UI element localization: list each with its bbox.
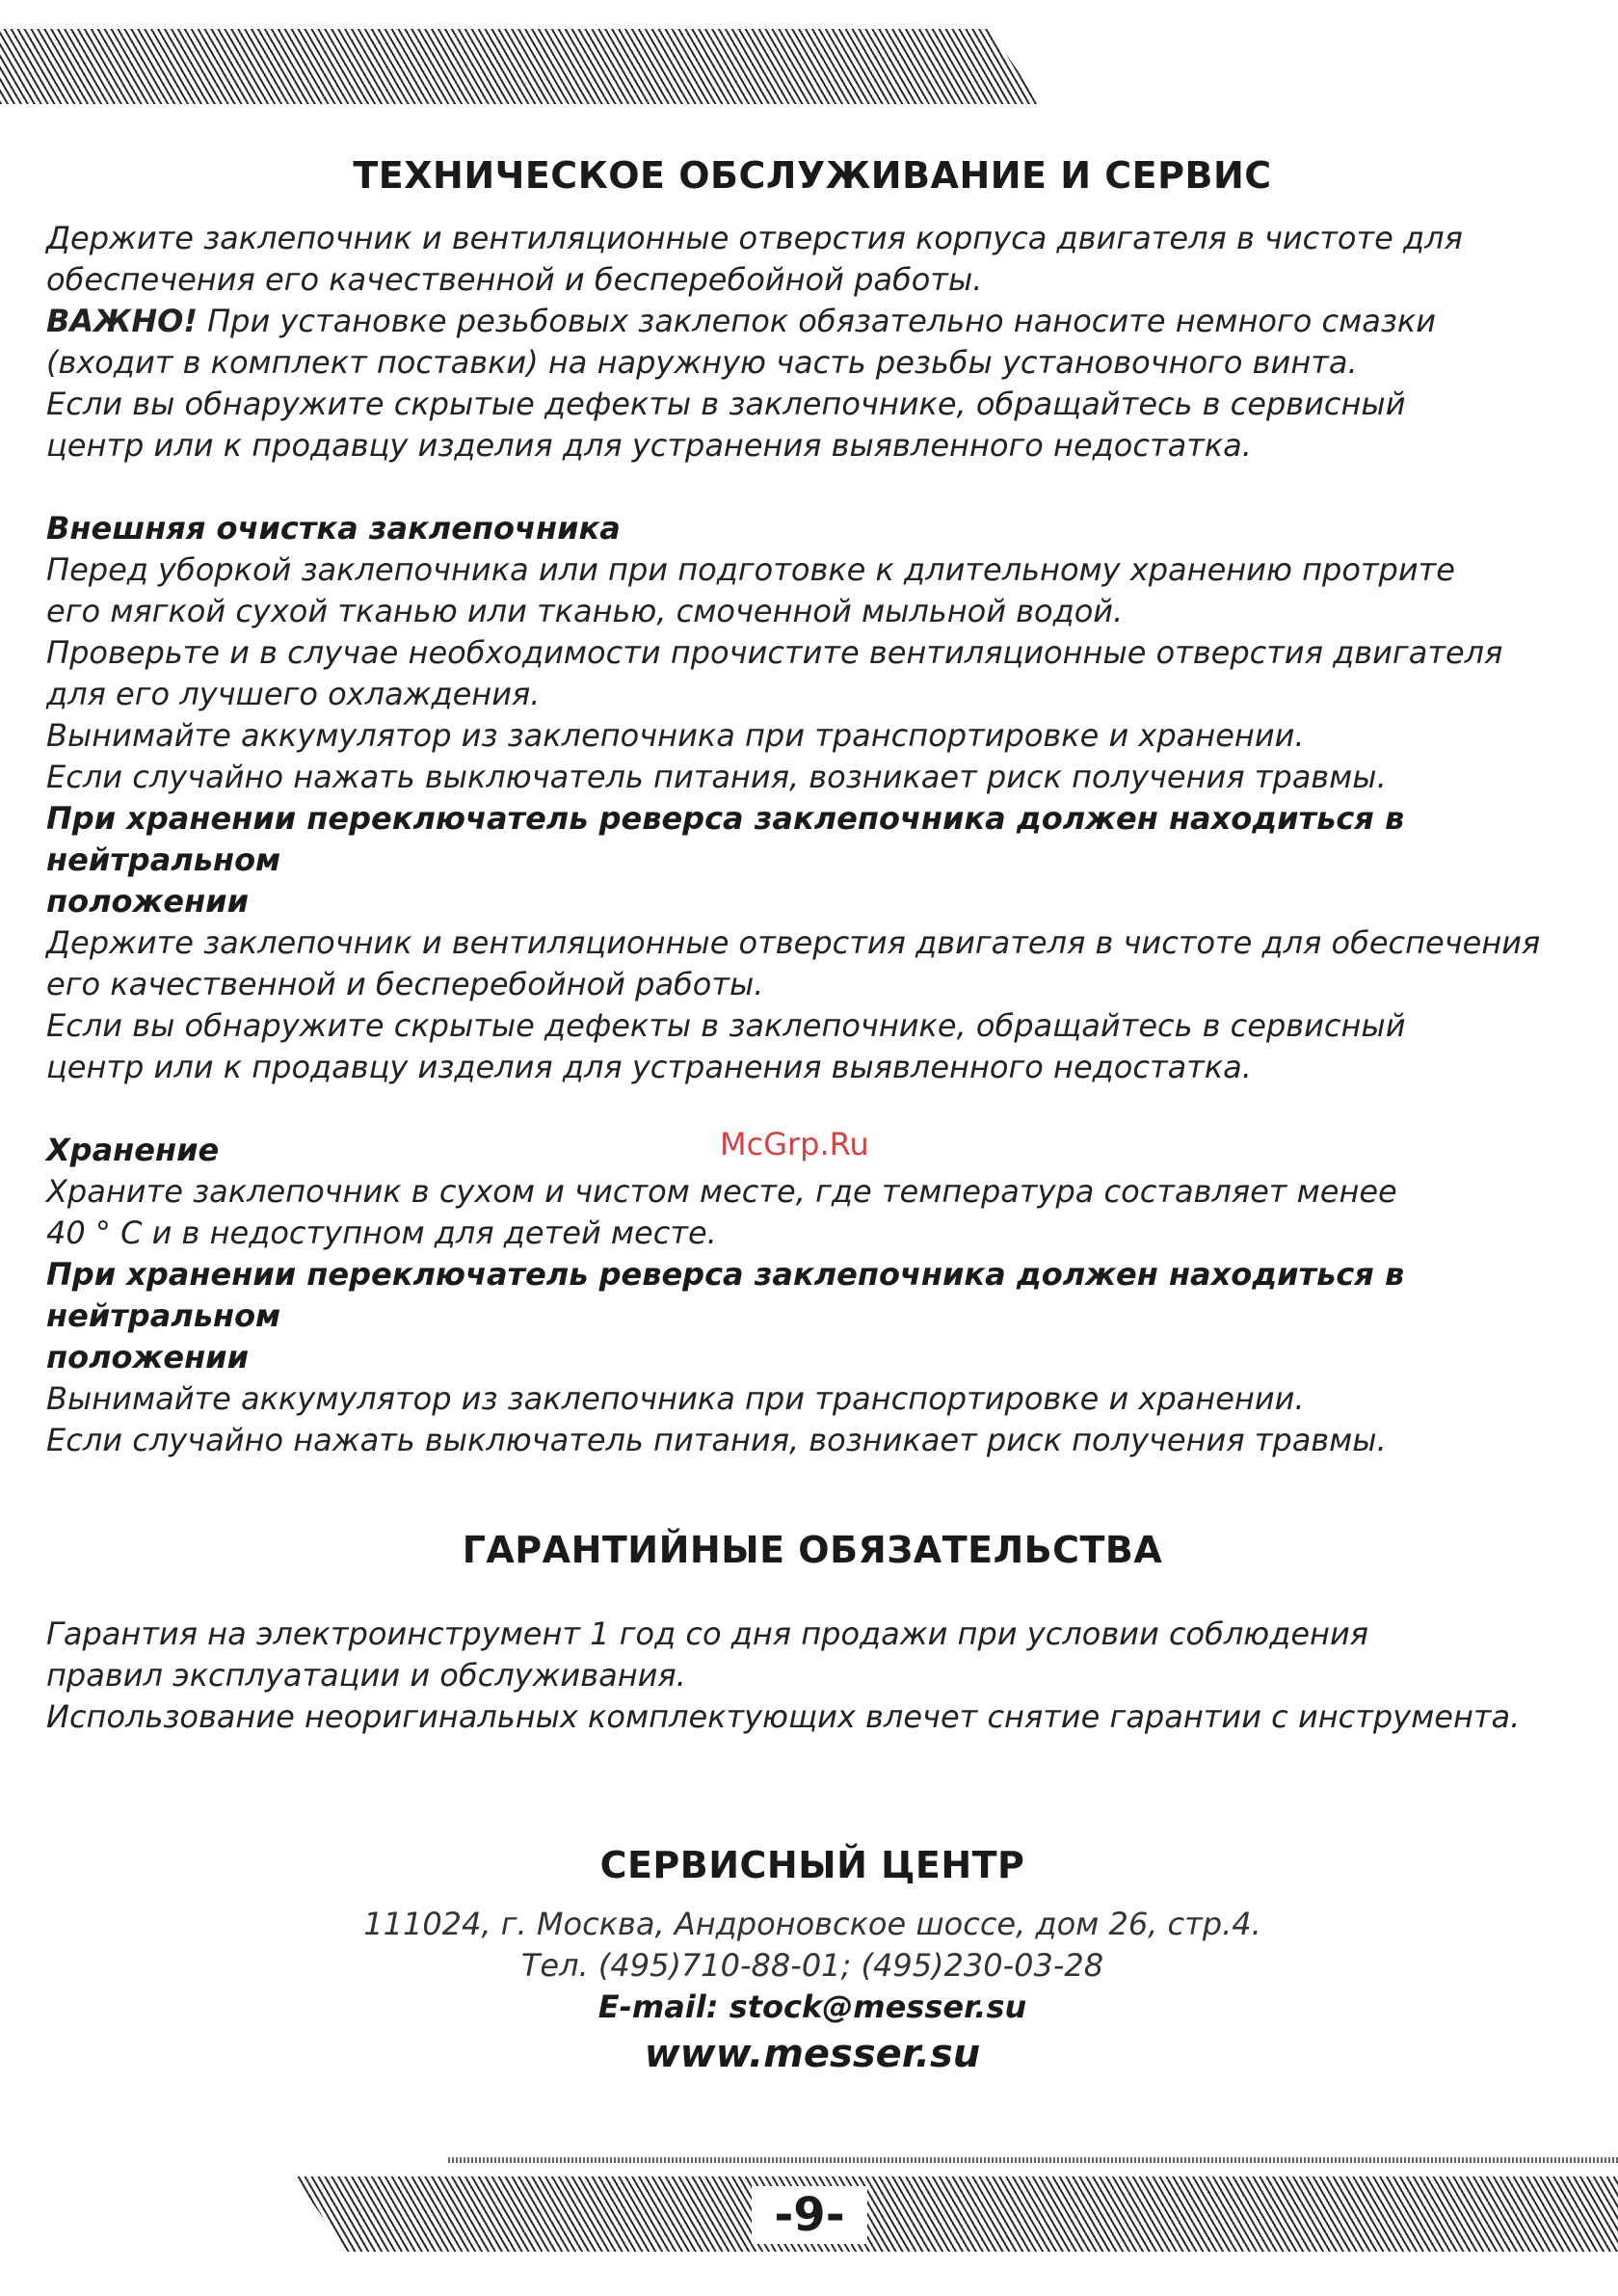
text-line: Если случайно нажать выключатель питания, возникает риск получения травмы.	[46, 1422, 1387, 1458]
page-number: -9-	[752, 2186, 867, 2244]
text-line: 40 ° С и в недоступном для детей месте.	[46, 1215, 717, 1251]
warning-line: положении	[46, 883, 250, 920]
page-content	[46, 154, 1578, 2080]
subsection-title-cleaning: Внешняя очистка заклепочника	[46, 510, 621, 547]
text-line: Держите заклепочник и вентиляционные отверстия двигателя в чистоте для обеспечения	[46, 924, 1541, 961]
text-line: Если вы обнаружите скрытые дефекты в заклепочнике, обращайтесь в сервисный	[46, 1007, 1406, 1044]
text-line: Использование неоригинальных комплектующих влечет снятие гарантии с инструмента.	[46, 1698, 1521, 1735]
section-title-warranty: ГАРАНТИЙНЫЕ ОБЯЗАТЕЛЬСТВА	[462, 1529, 1163, 1571]
text-line: Проверьте и в случае необходимости прочистите вентиляционные отверстия двигателя	[46, 634, 1503, 671]
service-center-block	[46, 1844, 1578, 2080]
text-line: Если случайно нажать выключатель питания, возникает риск получения травмы.	[46, 759, 1387, 795]
warning-line: положении	[46, 1339, 250, 1375]
text-line: Если вы обнаружите скрытые дефекты в заклепочнике, обращайтесь в сервисный	[46, 386, 1406, 422]
text-line: правил эксплуатации и обслуживания.	[46, 1657, 686, 1694]
text-line: Держите заклепочник и вентиляционные отверстия корпуса двигателя в чистоте для	[46, 220, 1463, 256]
text-line: центр или к продавцу изделия для устранения выявленного недостатка.	[46, 427, 1252, 464]
footer-hatched-band	[294, 2176, 1618, 2252]
warning-line: При хранении переключатель реверса заклепочника должен находиться в нейтральном	[46, 1256, 1405, 1334]
important-label: ВАЖНО!	[46, 303, 198, 339]
text-line: (входит в комплект поставки) на наружную часть резьбы установочного винта.	[46, 344, 1358, 381]
service-address: 111024, г. Москва, Андроновское шоссе, дом 26, стр.4.	[363, 1906, 1261, 1942]
important-line	[46, 301, 1578, 342]
text-line: обеспечения его качественной и бесперебойной работы.	[46, 261, 983, 298]
text-line: его мягкой сухой тканью или тканью, смоченной мыльной водой.	[46, 593, 1124, 629]
service-phone: Тел. (495)710-88-01; (495)230-03-28	[520, 1947, 1104, 1984]
text-line: Перед уборкой заклепочника или при подготовке к длительному хранению протрите	[46, 551, 1455, 588]
text-line: Гарантия на электроинструмент 1 год со дня продажи при условии соблюдения	[46, 1615, 1369, 1652]
subsection-title-storage: Хранение	[46, 1132, 220, 1168]
important-text: При установке резьбовых заклепок обязательно наносите немного смазки	[197, 303, 1436, 339]
text-line: Вынимайте аккумулятор из заклепочника при транспортировке и хранении.	[46, 717, 1305, 754]
warning-line: При хранении переключатель реверса заклепочника должен находиться в нейтральном	[46, 800, 1405, 878]
service-website-link[interactable]: www.messer.su	[644, 2032, 981, 2076]
text-line: Храните заклепочник в сухом и чистом месте, где температура составляет менее	[46, 1173, 1397, 1210]
header-hatched-band	[0, 29, 1041, 104]
text-line: для его лучшего охлаждения.	[46, 676, 541, 712]
service-email-link[interactable]: E-mail: stock@messer.su	[597, 1989, 1027, 2025]
section-title-maintenance: ТЕХНИЧЕСКОЕ ОБСЛУЖИВАНИЕ И СЕРВИС	[353, 154, 1272, 197]
watermark: McGrp.Ru	[720, 1126, 869, 1162]
text-line: Вынимайте аккумулятор из заклепочника при транспортировке и хранении.	[46, 1380, 1305, 1417]
footer-dotted-rule	[448, 2157, 1618, 2163]
text-line: его качественной и бесперебойной работы.	[46, 966, 764, 1002]
section-title-service-center: СЕРВИСНЫЙ ЦЕНТР	[599, 1844, 1025, 1886]
text-line: центр или к продавцу изделия для устранения выявленного недостатка.	[46, 1049, 1252, 1085]
